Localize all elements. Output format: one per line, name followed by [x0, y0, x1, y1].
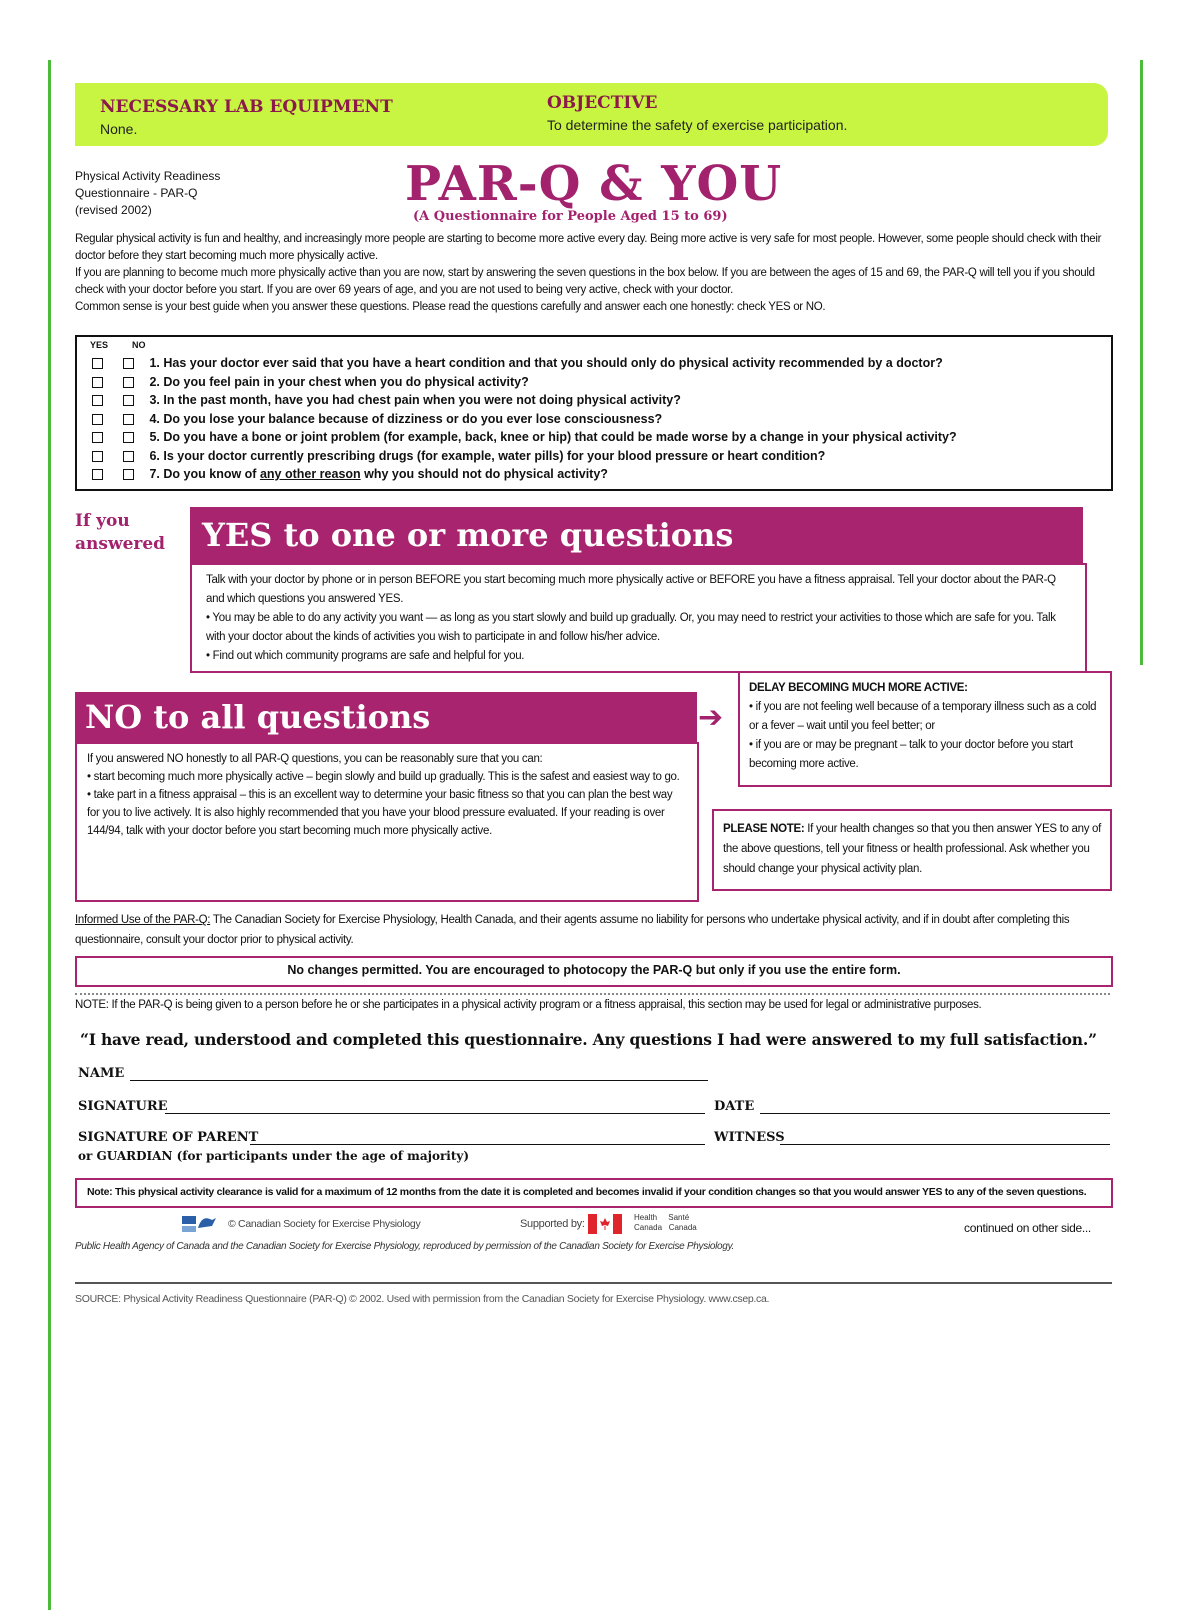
witness-label: WITNESS: [714, 1130, 785, 1145]
please-note-body: [723, 819, 1103, 879]
side-title-line-2: Questionnaire - PAR-Q: [75, 186, 198, 200]
question-number: 1.: [149, 356, 160, 370]
yes-section-body: [206, 571, 1072, 666]
date-field[interactable]: [760, 1113, 1110, 1114]
right-green-rule: [1140, 60, 1143, 665]
question-3-yes-checkbox[interactable]: [92, 395, 103, 406]
witness-field[interactable]: [780, 1144, 1110, 1145]
side-title-line-3: (revised 2002): [75, 203, 152, 217]
arrow-icon: ➔: [698, 701, 724, 734]
question-number: 4.: [149, 412, 160, 426]
no-section-box: [75, 742, 699, 902]
question-row-3: [77, 393, 681, 411]
side-title: [75, 168, 220, 219]
question-row-2: [77, 375, 529, 393]
health-label: Health: [634, 1213, 658, 1222]
question-number: 5.: [149, 430, 160, 444]
question-5-no-checkbox[interactable]: [123, 432, 134, 443]
yes-bullet-2: • Find out which community programs are safe and helpful for you.: [206, 650, 525, 662]
name-label: NAME: [78, 1066, 125, 1081]
dotted-divider: [75, 993, 1110, 995]
question-text-pre: Do you know of: [163, 467, 260, 481]
equipment-heading: NECESSARY LAB EQUIPMENT: [100, 97, 393, 117]
informed-use-text: The Canadian Society for Exercise Physiology, Health Canada, and their agents assume no liability for persons who undertake physical activity, and if in doubt after completing this questionnaire, consult your doctor prior to physical activity.: [75, 914, 1070, 946]
note-legal: NOTE: If the PAR-Q is being given to a person before he or she participates in a physical activity program or a fitness appraisal, this section may be used for legal or administrative purposes.: [75, 999, 982, 1011]
health-canada-wordmark: [634, 1213, 697, 1233]
please-note-text: If your health changes so that you then answer YES to any of the above questions, tell your fitness or health professional. Ask whether you should change your physical activity plan.: [723, 823, 1102, 875]
left-green-rule: [48, 60, 51, 1610]
name-field[interactable]: [130, 1080, 708, 1081]
signature-field[interactable]: [165, 1113, 705, 1114]
intro-text: [75, 231, 1110, 316]
objective-value: To determine the safety of exercise participation.: [547, 117, 848, 133]
if-you-answered: [75, 510, 165, 556]
question-text: Do you lose your balance because of dizziness or do you ever lose consciousness?: [163, 412, 663, 426]
no-changes-text: No changes permitted. You are encouraged to photocopy the PAR-Q but only if you use the entire form.: [287, 963, 901, 977]
question-text-underlined: any other reason: [259, 467, 361, 481]
intro-paragraph-3: Common sense is your best guide when you answer these questions. Please read the questions carefully and answer each one honestly: check YES or NO.: [75, 301, 826, 313]
question-3-no-checkbox[interactable]: [123, 395, 134, 406]
question-number: 6.: [149, 449, 160, 463]
signature-label: SIGNATURE: [78, 1099, 168, 1114]
no-bullet-2: • take part in a fitness appraisal – this is an excellent way to determine your basic fitness so that you can plan the best way for you to live actively. It is also highly recommended that you have your blood pressure evaluated. If your reading is over 144/94, talk with your doctor before you start becoming much more physically active.: [87, 789, 673, 837]
question-7-yes-checkbox[interactable]: [92, 469, 103, 480]
no-column-label: NO: [132, 340, 146, 350]
question-number: 2.: [149, 375, 160, 389]
questions-box: [75, 335, 1113, 491]
question-row-5: [77, 430, 957, 448]
informed-use: [75, 910, 1110, 950]
question-5-yes-checkbox[interactable]: [92, 432, 103, 443]
no-changes-box: [75, 956, 1113, 987]
csep-logo: [182, 1214, 220, 1236]
question-text: Is your doctor currently prescribing drugs (for example, water pills) for your blood pressure or heart condition?: [163, 449, 826, 463]
question-text: Has your doctor ever said that you have a heart condition and that you should only do physical activity recommended by a doctor?: [163, 356, 943, 370]
question-text: Do you have a bone or joint problem (for example, back, knee or hip) that could be made worse by a change in your physical activity?: [163, 430, 957, 444]
csep-logo-icon: [182, 1214, 220, 1236]
delay-bullet-1: • if you are not feeling well because of a temporary illness such as a cold or a fever – wait until you feel better; or: [749, 701, 1097, 732]
question-2-no-checkbox[interactable]: [123, 377, 134, 388]
supported-by: Supported by:: [520, 1218, 585, 1230]
source-credit: SOURCE: Physical Activity Readiness Questionnaire (PAR-Q) © 2002. Used with permission from the Canadian Society for Exercise Physiology. www.csep.ca.: [75, 1293, 770, 1305]
no-paragraph: If you answered NO honestly to all PAR-Q questions, you can be reasonably sure that you can:: [87, 753, 543, 765]
continued-text: continued on other side...: [964, 1221, 1091, 1235]
canada-flag-icon: [588, 1214, 622, 1234]
declaration-statement: “I have read, understood and completed this questionnaire. Any questions I had were answered to my full satisfaction.”: [80, 1030, 1097, 1049]
csep-copyright: © Canadian Society for Exercise Physiology: [228, 1218, 421, 1230]
question-row-4: [77, 412, 662, 430]
please-note-box: [712, 809, 1112, 891]
if-you-label: If you: [75, 511, 130, 531]
canada-fr-label: Canada: [668, 1223, 697, 1232]
question-1-yes-checkbox[interactable]: [92, 358, 103, 369]
no-section-heading: NO to all questions: [85, 698, 431, 736]
footer-divider: [75, 1282, 1112, 1284]
objective-heading: OBJECTIVE: [547, 93, 658, 113]
question-4-yes-checkbox[interactable]: [92, 414, 103, 425]
equipment-value: None.: [100, 121, 138, 137]
question-row-7: [77, 467, 608, 485]
question-row-6: [77, 449, 825, 467]
objective-banner: [75, 83, 1108, 146]
delay-body: [749, 679, 1101, 774]
question-1-no-checkbox[interactable]: [123, 358, 134, 369]
question-2-yes-checkbox[interactable]: [92, 377, 103, 388]
yes-section-header: [190, 507, 1083, 565]
yes-section-box: [190, 563, 1087, 673]
intro-paragraph-2: If you are planning to become much more physically active than you are now, start by answering the seven questions in the box below. If you are between the ages of 15 and 69, the PAR-Q will tell you if you should check with your doctor before you start. If you are over 69 years of age, and you are not used to being very active, check with your doctor.: [75, 267, 1095, 296]
question-6-no-checkbox[interactable]: [123, 451, 134, 462]
agency-credit: Public Health Agency of Canada and the Canadian Society for Exercise Physiology, reproduced by permission of the Canadian Society for Exercise Physiology.: [75, 1241, 735, 1252]
side-title-line-1: Physical Activity Readiness: [75, 169, 221, 183]
question-6-yes-checkbox[interactable]: [92, 451, 103, 462]
no-section-header: [75, 692, 697, 744]
question-number: 7.: [149, 467, 160, 481]
intro-paragraph-1: Regular physical activity is fun and healthy, and increasingly more people are starting to become more active every day. Being more active is very safe for most people. However, some people should check with their doctor before they start becoming much more physically active.: [75, 233, 1102, 262]
delay-box: [738, 671, 1112, 787]
delay-heading: DELAY BECOMING MUCH MORE ACTIVE:: [749, 682, 968, 694]
question-text-post: why you should not do physical activity?: [360, 467, 608, 481]
page-title: PAR-Q & YOU: [405, 156, 783, 212]
validity-box: [75, 1178, 1113, 1208]
no-bullet-1: • start becoming much more physically active – begin slowly and build up gradually. This is the safest and easiest way to go.: [87, 771, 680, 783]
yes-column-label: YES: [90, 340, 109, 350]
yes-paragraph: Talk with your doctor by phone or in person BEFORE you start becoming much more physically active or BEFORE you have a fitness appraisal. Tell your doctor about the PAR-Q and which questions you answered YES.: [206, 574, 1056, 605]
please-note-label: PLEASE NOTE:: [723, 823, 805, 835]
page-subtitle: (A Questionnaire for People Aged 15 to 69): [413, 209, 728, 224]
yes-bullet-1: • You may be able to do any activity you want — as long as you start slowly and build up gradually. Or, you may need to restrict your activities to those which are safe for you. Talk with your doctor about the kinds of activities you wish to participate in and follow his/her advice.: [206, 612, 1056, 643]
objective-block: [547, 93, 847, 133]
delay-bullet-2: • if you are or may be pregnant – talk to your doctor before you start becoming more active.: [749, 739, 1073, 770]
question-row-1: [77, 356, 943, 374]
sante-label: Santé: [668, 1213, 690, 1222]
question-text: Do you feel pain in your chest when you do physical activity?: [163, 375, 529, 389]
informed-use-label: Informed Use of the PAR-Q:: [75, 914, 211, 926]
equipment-block: [100, 97, 393, 137]
no-section-body: [87, 750, 687, 840]
guardian-label: or GUARDIAN (for participants under the age of majority): [78, 1149, 470, 1163]
question-number: 3.: [149, 393, 160, 407]
canada-label: Canada: [634, 1223, 663, 1232]
answered-label: answered: [75, 534, 166, 554]
date-label: DATE: [714, 1099, 755, 1114]
parent-signature-field[interactable]: [250, 1144, 705, 1145]
question-4-no-checkbox[interactable]: [123, 414, 134, 425]
yes-section-heading: YES to one or more questions: [202, 516, 734, 554]
question-text: In the past month, have you had chest pain when you were not doing physical activity?: [163, 393, 681, 407]
parent-signature-label: SIGNATURE OF PARENT: [78, 1130, 259, 1145]
validity-text: Note: This physical activity clearance is valid for a maximum of 12 months from the date it is completed and becomes invalid if your condition changes so that you would answer YES to any of the seven questions.: [87, 1186, 1087, 1198]
question-7-no-checkbox[interactable]: [123, 469, 134, 480]
